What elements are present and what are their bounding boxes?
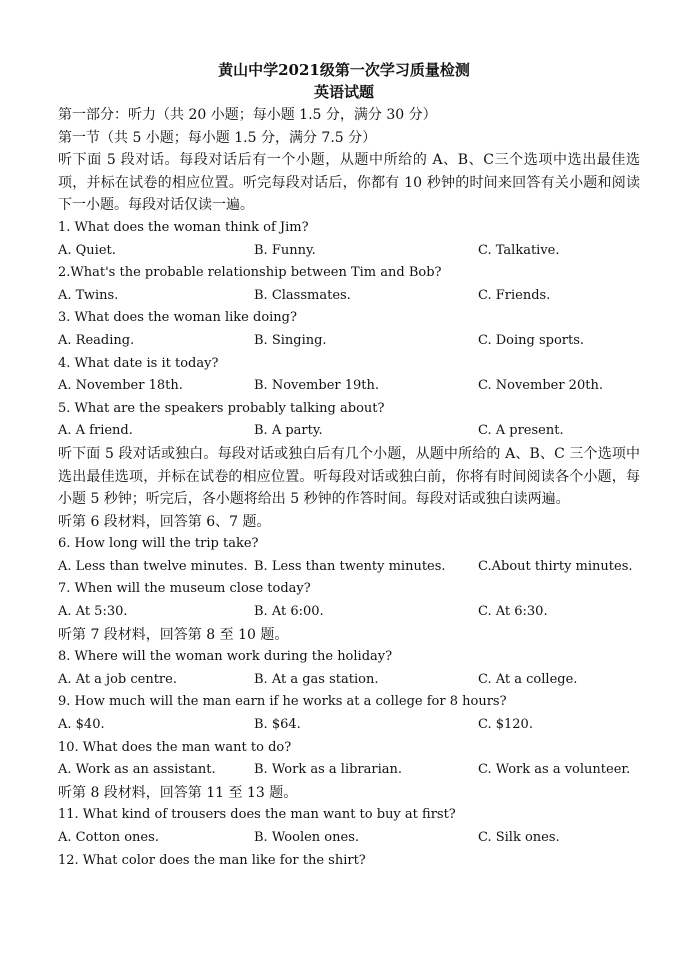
question-options bbox=[58, 669, 640, 692]
option-a: A. Twins. bbox=[58, 287, 119, 303]
option-a: A. A friend. bbox=[58, 423, 133, 439]
option-a: A. November 18th. bbox=[58, 378, 183, 394]
option-b: B. November 19th. bbox=[254, 378, 380, 394]
question-stem: 4. What date is it today? bbox=[58, 355, 219, 371]
question-stem: 1. What does the woman think of Jim? bbox=[58, 219, 309, 235]
question-stem: 3. What does the woman like doing? bbox=[58, 310, 297, 326]
material-8-heading: 听第 8 段材料，回答第 11 至 13 题。 bbox=[58, 784, 298, 801]
exam-subtitle: 英语试题 bbox=[313, 83, 374, 101]
question-options bbox=[58, 375, 640, 398]
option-b: B. A party. bbox=[254, 423, 323, 439]
option-b: B. Classmates. bbox=[254, 287, 351, 303]
question-options bbox=[58, 240, 640, 263]
question-options bbox=[58, 759, 640, 782]
question-options bbox=[58, 330, 640, 353]
option-a: A. Reading. bbox=[58, 332, 135, 348]
option-c: C. Friends. bbox=[478, 287, 551, 303]
question-stem: 8. Where will the woman work during the holiday? bbox=[58, 649, 393, 665]
part1-heading: 第一部分：听力（共 20 小题；每小题 1.5 分，满分 30 分） bbox=[58, 107, 437, 123]
question-options bbox=[58, 556, 640, 579]
question-stem: 7. When will the museum close today? bbox=[58, 581, 311, 597]
option-b: B. Work as a librarian. bbox=[254, 762, 403, 778]
option-b: B. Less than twenty minutes. bbox=[254, 558, 446, 574]
option-b: B. Funny. bbox=[254, 242, 316, 258]
material-7-heading: 听第 7 段材料，回答第 8 至 10 题。 bbox=[58, 626, 289, 643]
option-a: A. At 5:30. bbox=[58, 604, 128, 620]
section1-heading: 第一节（共 5 小题；每小题 1.5 分，满分 7.5 分） bbox=[58, 129, 377, 146]
option-c: C. At a college. bbox=[478, 671, 578, 687]
section1-instructions: 听下面 5 段对话。每段对话后有一个小题，从题中所给的 A、B、C三个选项中选出最佳选项，并标在试卷的相应位置。听完每段对话后，你都有 10 秒钟的时间来回答有关小题和阅读下一小题。每段对话仅读一遍。 bbox=[58, 152, 640, 214]
question-stem: 5. What are the speakers probably talking about? bbox=[58, 400, 385, 416]
option-c: C. Doing sports. bbox=[478, 332, 585, 348]
question-options bbox=[58, 601, 640, 624]
option-c: C. Talkative. bbox=[478, 242, 560, 258]
option-b: B. At a gas station. bbox=[254, 671, 379, 687]
option-b: B. At 6:00. bbox=[254, 604, 324, 620]
question-options bbox=[58, 827, 640, 850]
section2-instructions: 听下面 5 段对话或独白。每段对话或独白后有几个小题，从题中所给的 A、B、C 三个选项中选出最佳选项，并标在试卷的相应位置。听每段对话或独白前，你将有时间阅读各个小题，每小题 5 秒钟；听完后，各小题将给出 5 秒钟的作答时间。每段对话或独白读两遍。 bbox=[58, 445, 640, 508]
question-stem: 10. What does the man want to do? bbox=[58, 739, 292, 755]
option-c: C. At 6:30. bbox=[478, 604, 548, 620]
exam-title: 黄山中学2021级第一次学习质量检测 bbox=[218, 61, 470, 79]
material-6-heading: 听第 6 段材料，回答第 6、7 题。 bbox=[58, 513, 271, 530]
exam-content bbox=[58, 104, 640, 872]
option-a: A. Less than twelve minutes. bbox=[58, 558, 248, 574]
option-b: B. Singing. bbox=[254, 332, 327, 348]
option-b: B. Woolen ones. bbox=[254, 830, 360, 845]
question-stem: 9. How much will the man earn if he works at a college for 8 hours? bbox=[58, 694, 507, 710]
option-b: B. $64. bbox=[254, 717, 301, 733]
question-options bbox=[58, 285, 640, 308]
question-stem: 6. How long will the trip take? bbox=[58, 536, 259, 552]
question-options bbox=[58, 714, 640, 737]
option-c: C. Silk ones. bbox=[478, 830, 560, 845]
question-options bbox=[58, 420, 640, 443]
question-stem: 2.What's the probable relationship between Tim and Bob? bbox=[58, 265, 442, 281]
question-stem: 12. What color does the man like for the shirt? bbox=[58, 852, 366, 868]
question-stem: 11. What kind of trousers does the man want to buy at first? bbox=[58, 807, 456, 823]
option-a: A. At a job centre. bbox=[58, 671, 177, 687]
option-a: A. Quiet. bbox=[58, 242, 116, 258]
option-c: C. November 20th. bbox=[478, 378, 603, 394]
option-c: C.About thirty minutes. bbox=[478, 558, 633, 574]
option-c: C. A present. bbox=[478, 423, 564, 439]
option-c: C. $120. bbox=[478, 717, 533, 733]
option-c: C. Work as a volunteer. bbox=[478, 762, 631, 778]
option-a: A. Cotton ones. bbox=[58, 830, 159, 845]
option-a: A. $40. bbox=[58, 717, 105, 733]
option-a: A. Work as an assistant. bbox=[58, 762, 216, 778]
